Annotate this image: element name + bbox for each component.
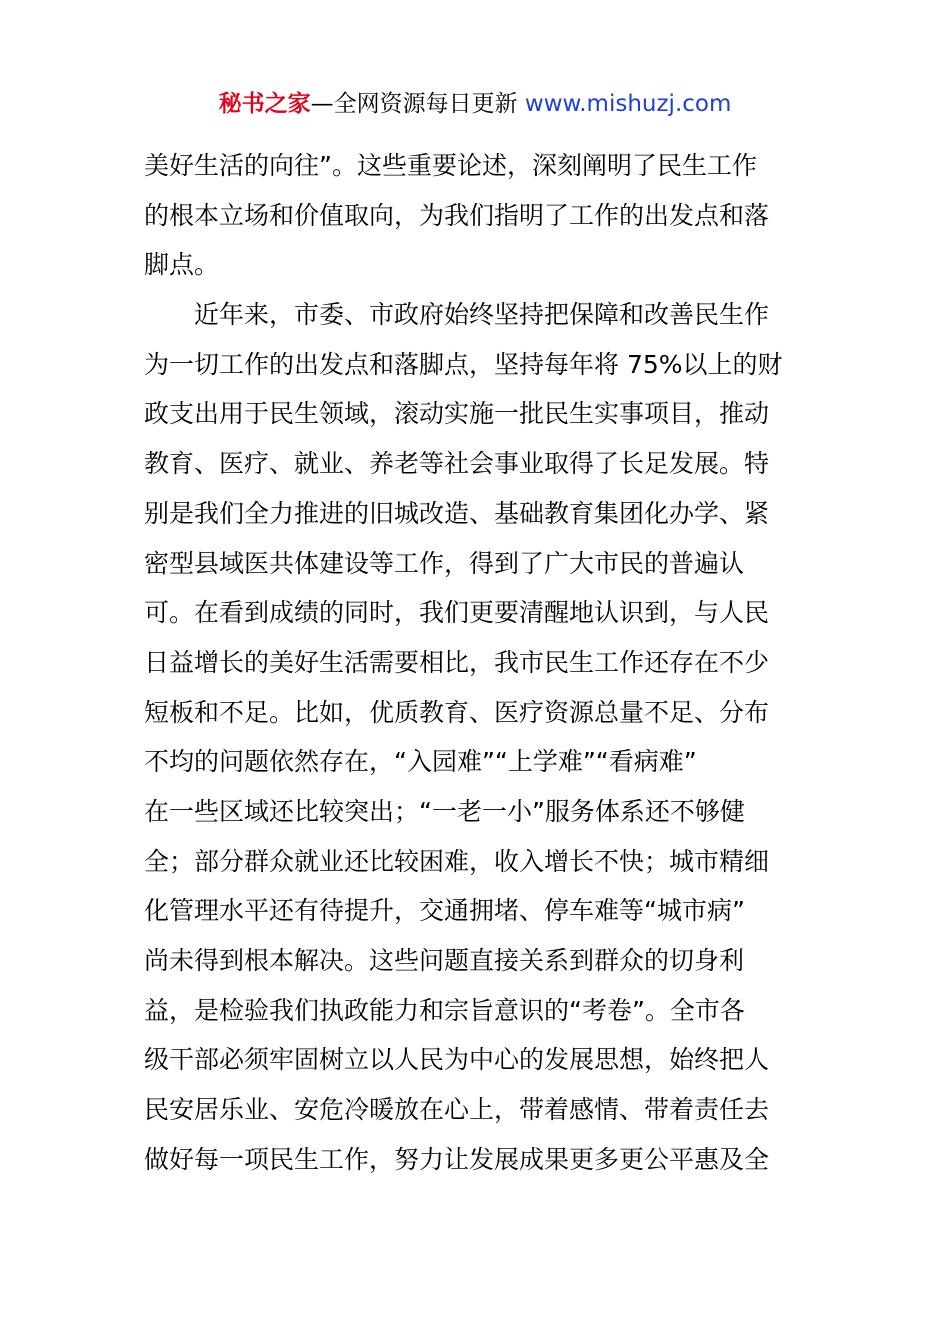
text-line: 美好生活的向往”。这些重要论述，深刻阐明了民生工作 (144, 151, 757, 180)
header-tagline: —全网资源每日更新 (310, 91, 525, 117)
text-line: 短板和不足。比如，优质教育、医疗资源总量不足、分布 (144, 697, 770, 727)
text-line: 不均的问题依然存在，“入园难”“上学难”“看病难” (144, 747, 697, 777)
text-line: 政支出用于民生领域，滚动实施一批民生实事项目，推动 (144, 399, 770, 429)
text-line: 别是我们全力推进的旧城改造、基础教育集团化办学、紧 (144, 498, 770, 528)
text-line: 在一些区域还比较突出；“一老一小”服务体系还不够健 (144, 796, 745, 826)
text-line: 密型县域医共体建设等工作，得到了广大市民的普遍认 (144, 548, 745, 578)
text-line: 近年来，市委、市政府始终坚持把保障和改善民生作 (194, 300, 770, 330)
text-line: 日益增长的美好生活需要相比，我市民生工作还存在不少 (144, 647, 770, 677)
text-line: 的根本立场和价值取向，为我们指明了工作的出发点和落 (144, 200, 770, 230)
text-line: 化管理水平还有待提升，交通拥堵、停车难等“城市病” (144, 896, 745, 926)
text-line: 教育、医疗、就业、养老等社会事业取得了长足发展。特 (144, 449, 770, 479)
page-header (0, 86, 950, 122)
site-url-link[interactable]: www.mishuzj.com (524, 91, 732, 117)
text-line: 民安居乐业、安危冷暖放在心上，带着感情、带着责任去 (144, 1095, 770, 1125)
text-line: 益，是检验我们执政能力和宗旨意识的“考卷”。全市各 (144, 995, 745, 1025)
text-line: 级干部必须牢固树立以人民为中心的发展思想，始终把人 (144, 1045, 770, 1075)
text-line: 尚未得到根本解决。这些问题直接关系到群众的切身利 (144, 946, 745, 975)
text-line: 脚点。 (144, 250, 220, 280)
text-line: 为一切工作的出发点和落脚点，坚持每年将 75%以上的财 (144, 349, 783, 379)
text-line: 做好每一项民生工作，努力让发展成果更多更公平惠及全 (144, 1144, 770, 1174)
text-line: 全；部分群众就业还比较困难，收入增长不快；城市精细 (144, 846, 770, 876)
brand-name: 秘书之家 (218, 91, 311, 117)
document-body (144, 141, 806, 1184)
text-line: 可。在看到成绩的同时，我们更要清醒地认识到，与人民 (144, 598, 770, 628)
